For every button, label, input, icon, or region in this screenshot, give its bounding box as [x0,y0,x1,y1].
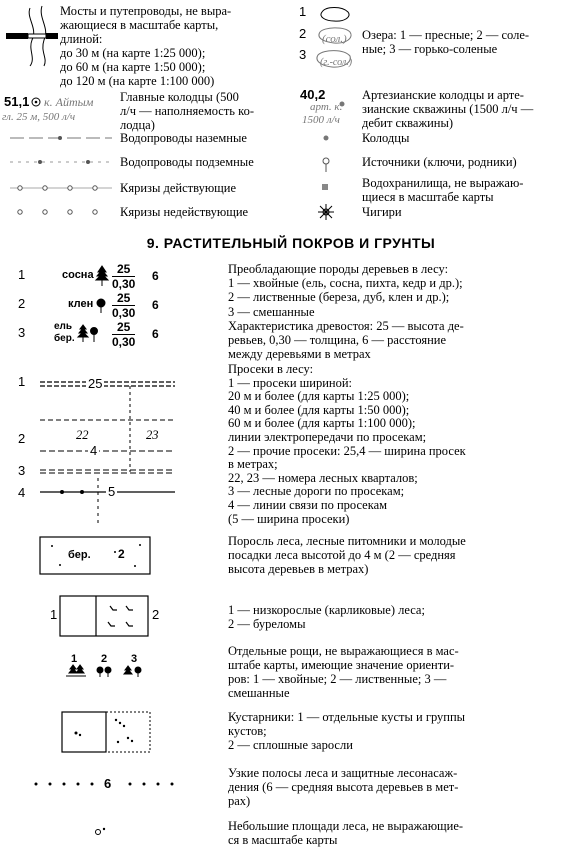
dwarf-forest-box [60,596,148,636]
reservoir-icon [322,184,328,190]
main-well-sub: гл. 25 м, 500 л/ч [2,111,76,123]
strip-height: 6 [104,776,112,791]
clearing-number-1: 1 [18,374,26,389]
forest-spacing-1: 6 [152,269,159,283]
reservoirs-label: Водохранилища, не выражаю- щиеся в масштабе карты [362,176,524,204]
grove-number-3: 3 [131,653,138,665]
clearing-other-width: 4 [90,443,98,458]
section-title: 9. РАСТИТЕЛЬНЫЙ ПОКРОВ И ГРУНТЫ [146,235,436,251]
forest-fraction-3: $\frac{25}{0,30}$ [112,320,136,349]
groves-description: Отдельные рощи, не выражающиеся в мас- штабе карты, имеющие значение ориенти- ров: 1 — хвойные; 2 — лиственные; 3 — смешанные [228,644,459,700]
water-pipe-underground-line [10,160,112,164]
kariz-active-label: Кяризы действующие [120,181,237,195]
grove-number-1: 1 [71,653,78,665]
block-number-22: 22 [76,428,89,442]
clearing-number-3: 3 [18,463,26,478]
water-pipe-underground-label: Водопроводы подземные [120,155,254,169]
lake-label-bitter-salt: (г.-сол.) [320,57,353,68]
dwarf-description: 1 — низкорослые (карликовые) леса; 2 — буреломы [228,603,425,631]
clearing-number-2: 2 [18,431,26,446]
block-number-23: 23 [146,428,159,442]
bridges-description: Мосты и путепроводы, не выра- жающиеся в масштабе карты, длиной: до 30 м (на карте 1:25 000); до 60 м (на карте 1:50 000); до 120 м (на карте 1:100 000) [60,4,232,88]
young-growth-species: бер. [68,549,91,561]
forest-spacing-3: 6 [152,327,159,341]
species-maple: клен [68,298,94,310]
chigiri-icon [318,204,334,220]
main-well-depth-value: 51,1 [4,94,30,109]
young-growth-height: 2 [118,547,125,561]
small-forest-icon [96,828,106,835]
well-icon [324,136,329,141]
main-wells-description: Главные колодцы (500 л/ч — наполняемость ко- лодца) [120,90,254,132]
species-pine: сосна [62,269,94,281]
forest-fraction-2: $\frac{25}{0,30}$ [112,291,136,320]
lake-label-salt: (сол.) [322,33,347,45]
young-growth-box [40,537,150,574]
artesian-sub2: 1500 л/ч [302,114,340,126]
kariz-active-line [10,186,112,190]
clearing-width-label: 25 [88,376,103,391]
forest-number-3: 3 [18,325,26,340]
wells-label: Колодцы [362,131,410,145]
artesian-sub1: арт. к. [310,101,343,113]
forest-number-1: 1 [18,267,26,282]
lake-number-1: 1 [299,4,307,19]
lakes-description: Озера: 1 — пресные; 2 — соле- ные; 3 — горько-соленые [362,28,530,56]
bridge-symbol [6,6,58,66]
grove-symbols [66,665,141,677]
main-well-name: к. Айтым [44,95,94,109]
clearing-line-width: 5 [108,484,116,499]
strips-description: Узкие полосы леса и защитные лесонасаж- дения (6 — средняя высота деревьев в мет- рах) [228,766,459,808]
forest-spacing-2: 6 [152,298,159,312]
spring-icon [323,158,329,172]
forest-fraction-1: $\frac{25}{0,30}$ [112,262,136,291]
clearings-diagram [40,382,175,525]
species-birch: бер. [54,333,75,344]
dwarf-number-1: 1 [50,607,58,622]
forest-number-2: 2 [18,296,26,311]
water-pipe-ground-label: Водопроводы наземные [120,131,247,145]
grove-number-2: 2 [101,653,108,665]
species-spruce: ель [54,321,73,332]
lake-number-2: 2 [299,26,307,41]
kariz-inactive-line [18,210,97,214]
kariz-inactive-label: Кяризы недействующие [120,205,249,219]
forest-description: Преобладающие породы деревьев в лесу: 1 — хвойные (ель, сосна, пихта, кедр и др.); 2 — лиственные (береза, дуб, клен и др.); 3 — смешанные Характеристика древостоя: 25 — высота де- ревьев, 0,30 — толщина, 6 — расстояние между деревьями в метрах [228,262,464,362]
clearing-number-4: 4 [18,485,26,500]
artesian-value: 40,2 [300,87,326,102]
water-pipe-ground-line [10,136,112,140]
clearings-description: Просеки в лесу: 1 — просеки шириной: 20 м и более (для карты 1:25 000); 40 м и более (для карты 1:50 000); 60 м и более (для карты 1:100 000); линии электропередачи по просекам; 2 — прочие просеки: 25,4 — ширина просек в метрах; 22, 23 — номера лесных кварталов; 3 — лесные дороги по просекам; 4 — линии связи по просекам (5 — ширина просеки) [228,362,466,526]
lake-number-3: 3 [299,47,307,62]
artesian-description: Артезианские колодцы и арте- зианские скважины (1500 л/ч — дебит скважины) [362,88,534,130]
dwarf-number-2: 2 [152,607,160,622]
small-forest-description: Небольшие площади леса, не выражающие- ся в масштабе карты [228,819,464,847]
springs-label: Источники (ключи, родники) [362,155,517,169]
chigiri-label: Чигири [362,205,402,219]
shrubs-boxes [62,712,150,752]
shrubs-description: Кустарники: 1 — отдельные кусты и группы кустов; 2 — сплошные заросли [228,710,466,752]
young-growth-description: Поросль леса, лесные питомники и молодые посадки леса высотой до 4 м (2 — средняя высота деревьев в метрах) [228,534,466,576]
